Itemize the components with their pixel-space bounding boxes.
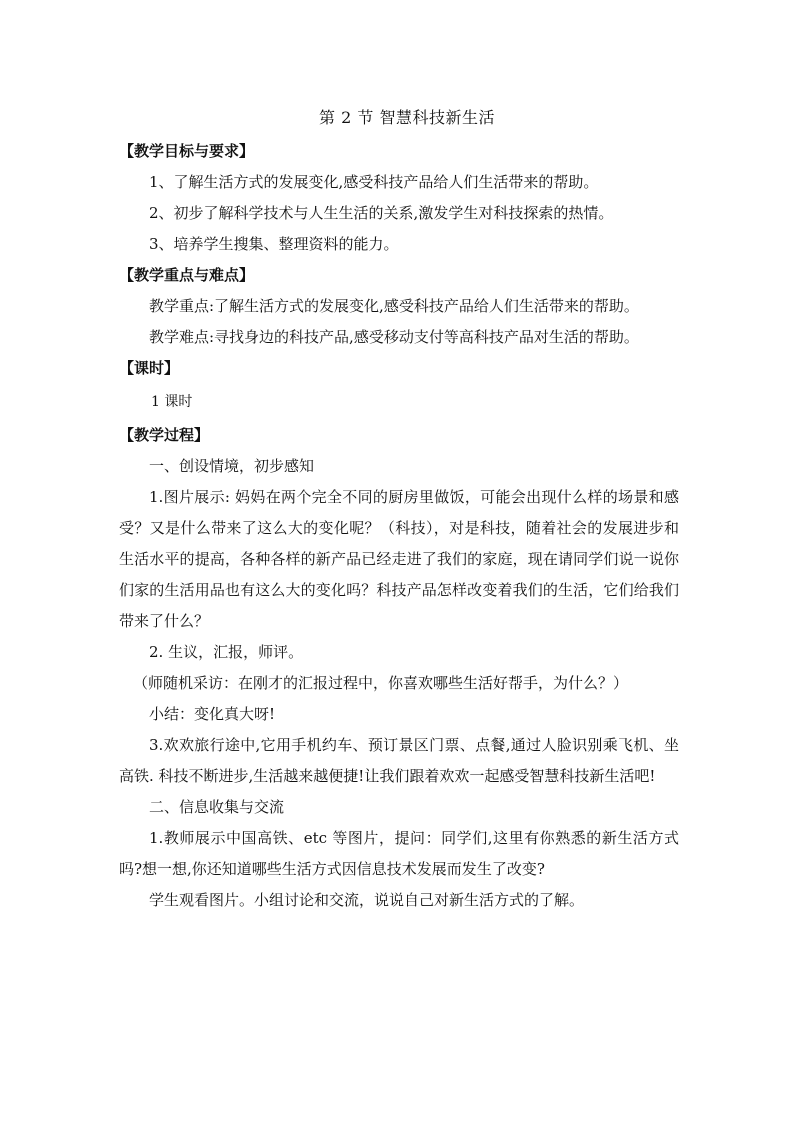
goals-heading: 【教学目标与要求】 (119, 142, 255, 160)
process-paragraph-2: 2. 生议，汇报，师评。 (149, 643, 304, 661)
process-paragraph-1: 1.图片展示: 妈妈在两个完全不同的厨房里做饭，可能会出现什么样的场景和感受？又是什么带来了这么大的变化呢？（科技），对是科技，随着社会的发展进步和生活水平的提高，各种各样的新产品已经走进了我们的家庭，现在请同学们说一说你们家的生活用品也有这么大的变化吗？科技产品怎样改变着我们的生活，它们给我们带来了什么？ (119, 488, 679, 630)
process-part1-title: 一、创设情境，初步感知 (149, 457, 315, 475)
teaching-focus: 教学重点:了解生活方式的发展变化,感受科技产品给人们生活带来的帮助。 (149, 297, 639, 315)
process-paragraph-7: 学生观看图片。小组讨论和交流，说说自己对新生活方式的了解。 (149, 891, 585, 909)
process-part2-title: 二、信息收集与交流 (149, 798, 285, 816)
process-paragraph-6: 1.教师展示中国高铁、etc 等图片，提问：同学们,这里有你熟悉的新生活方式吗?想一想,你还知道哪些生活方式因信息技术发展而发生了改变? (119, 829, 679, 878)
process-paragraph-5: 3.欢欢旅行途中,它用手机约车、预订景区门票、点餐,通过人脸识别乘飞机、坐高铁. 科技不断进步,生活越来越便捷!让我们跟着欢欢一起感受智慧科技新生活吧! (119, 736, 679, 785)
goal-item-1: 1、了解生活方式的发展变化,感受科技产品给人们生活带来的帮助。 (149, 173, 599, 191)
process-paragraph-3: （师随机采访：在刚才的汇报过程中，你喜欢哪些生活好帮手，为什么？） (133, 674, 629, 692)
document-body (119, 104, 679, 916)
process-paragraph-4: 小结：变化真大呀! (149, 705, 276, 723)
hours-heading: 【课时】 (119, 359, 180, 377)
goal-item-3: 3、培养学生搜集、整理资料的能力。 (149, 235, 399, 253)
goal-item-2: 2、初步了解科学技术与人生生活的关系,激发学生对科技探索的热情。 (149, 204, 614, 222)
keypoints-heading: 【教学重点与难点】 (119, 266, 255, 284)
teaching-difficulty: 教学难点:寻找身边的科技产品,感受移动支付等高科技产品对生活的帮助。 (149, 328, 639, 346)
document-title: 第 2 节 智慧科技新生活 (319, 108, 495, 127)
process-heading: 【教学过程】 (119, 426, 210, 444)
class-hours: 1 课时 (151, 394, 193, 410)
